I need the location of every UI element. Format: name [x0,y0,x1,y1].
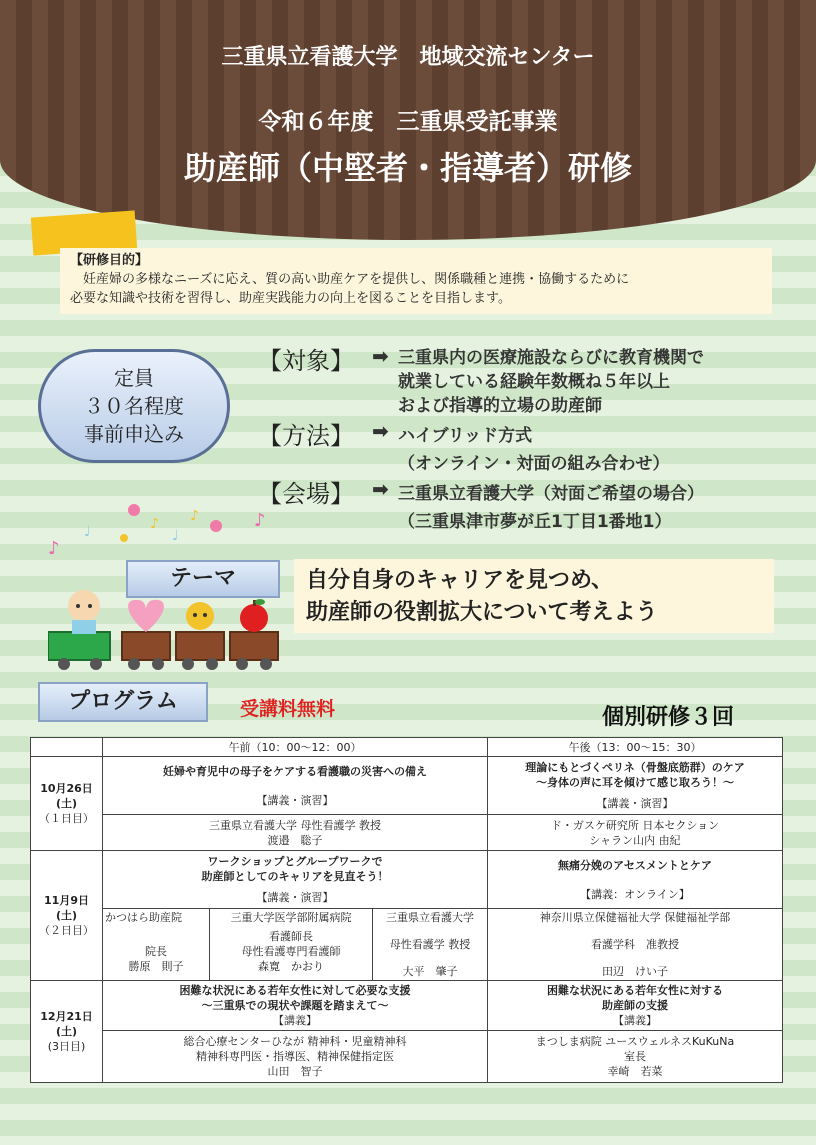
purpose-line-2: 必要な知識や技術を習得し、助産実践能力の向上を図ることを目指します。 [70,291,511,306]
day3-pm-lecturer-org: まつしま病院 ユースウェルネスKuKuNa [535,1035,735,1048]
day2-lecturer1-name: 勝原 則子 [128,960,184,973]
program-table [30,737,783,1083]
toy-train-icon [48,586,282,672]
table-header-row [31,738,783,757]
day2-lecturer1-org: かつはら助産院 [105,911,182,924]
table-row [31,851,783,909]
svg-text:♪: ♪ [48,538,60,559]
svg-text:♩: ♩ [172,528,179,544]
purpose-box [60,248,772,314]
day3-am-lecturer [103,1031,488,1083]
method-text [398,422,670,478]
organizer-title: 三重県立看護大学 地域交流センター [221,45,595,70]
day2-nth: （２日目） [39,924,94,937]
day1-am-title: 妊婦や育児中の母子をケアする看護職の災害への備え [163,764,427,778]
purpose-line-1: 妊産婦の多様なニーズに応え、質の高い助産ケアを提供し、関係職種と連携・協働するために [83,272,630,287]
target-label: 【対象】 [258,347,354,375]
target-line-1: 三重県内の医療施設ならびに教育機関で [398,348,704,368]
day2-am-title-1: ワークショップとグループワークで [207,855,383,868]
day2-pm-lecturer-name: 田辺 けい子 [602,965,668,978]
day2-pm-topic [488,851,783,909]
program-label-button: プログラム [38,682,208,722]
table-row [31,981,783,1031]
theme-line-1: 自分自身のキャリアを見つめ、 [306,568,614,593]
day3-pm-title-1: 困難な状況にある若年女性に対する [547,984,723,997]
day1-pm-title-2: ～身体の声に耳を傾けて感じ取ろう！～ [536,776,734,789]
theme-label-button: テーマ [126,560,280,598]
svg-text:♩: ♩ [84,524,91,540]
music-notes-icon [44,500,284,560]
venue-label: 【会場】 [258,480,354,508]
day3-pm-type: 【講義】 [613,1014,657,1027]
day2-weekday: (土) [55,909,78,922]
table-row [31,815,783,851]
am-header: 午前（10：00～12：00） [103,738,488,757]
day1-am-lecturer-org: 三重県立看護大学 母性看護学 教授 [209,818,381,832]
day3-weekday: (土) [55,1025,78,1038]
day2-lecturer3-name: 大平 肇子 [402,965,458,978]
target-text [398,346,704,418]
day3-date-cell [31,981,103,1083]
target-arrow-icon: ➡ [372,344,389,368]
day1-am-type: 【講義・演習】 [256,793,334,807]
day1-pm-lecturer-org: ド・ガスケ研究所 日本セクション [550,818,720,832]
day2-am-title-2: 助産師としてのキャリアを見直そう！ [201,870,389,883]
day2-pm-lecturer-org: 神奈川県立保健福祉大学 保健福祉学部 [539,911,731,924]
page-title: 助産師（中堅者・指導者）研修 [183,149,632,187]
day1-weekday: (土) [55,797,78,810]
day3-nth: (3日目) [47,1040,86,1053]
day1-pm-topic [488,757,783,815]
svg-text:♪: ♪ [150,516,159,532]
table-corner-cell [31,738,103,757]
day2-pm-lecturer-role: 看護学科 准教授 [591,938,679,951]
project-title: 令和６年度 三重県受託事業 [258,109,558,135]
day2-am-topic [103,851,488,909]
capacity-line-1: 定員 [114,366,154,390]
day1-pm-lecturer-name: シャラン山内 由紀 [589,833,681,847]
day2-pm-type: 【講義：オンライン】 [580,887,690,901]
day3-am-lecturer-org: 総合心療センターひなが 精神科・児童精神科 [183,1035,407,1048]
day1-date-cell [31,757,103,851]
venue-line-2: （三重県津市夢が丘1丁目1番地1） [398,512,672,532]
capacity-line-2: ３０名程度 [84,394,184,418]
day3-pm-title-2: 助産師の支援 [602,999,668,1012]
day3-pm-lecturer [488,1031,783,1083]
day2-lecturer1-role: 院長 [145,945,167,958]
day2-date-cell [31,851,103,981]
day2-am-lecturer-1 [103,909,210,981]
day1-pm-type: 【講義・演習】 [596,797,674,810]
method-arrow-icon: ➡ [372,419,389,443]
day1-nth: （１日目） [39,812,94,825]
day2-pm-lecturer [488,909,783,981]
svg-text:♪: ♪ [254,510,266,531]
day2-am-lecturer-3 [373,909,488,981]
capacity-line-3: 事前申込み [84,422,184,446]
day3-pm-topic [488,981,783,1031]
day3-date: 12月21日 [40,1010,93,1023]
day2-lecturer3-role: 母性看護学 教授 [389,938,471,951]
day1-am-lecturer [103,815,488,851]
day2-lecturer2-name: 森寛 かおり [258,960,324,973]
day1-am-topic [103,757,488,815]
day3-am-title-2: ～三重県での現状や課題を踏まえて～ [201,999,389,1012]
target-line-2: 就業している経験年数概ね５年以上 [398,372,670,392]
fee-notice: 受講料無料 [240,698,336,720]
day3-pm-lecturer-name: 幸崎 若菜 [607,1065,663,1078]
purpose-heading: 【研修目的】 [70,253,149,268]
day2-am-type: 【講義・演習】 [256,891,334,904]
target-line-3: および指導的立場の助産師 [398,396,602,416]
day3-am-title-1: 困難な状況にある若年女性に対して必要な支援 [179,984,411,997]
day3-am-lecturer-name: 山田 智子 [267,1065,323,1078]
method-line-2: （オンライン・対面の組み合わせ） [398,454,670,474]
day3-pm-lecturer-role: 室長 [624,1050,646,1063]
day2-date: 11月9日 [44,894,89,907]
day3-am-type: 【講義】 [273,1014,317,1027]
pm-header: 午後（13：00～15：30） [488,738,783,757]
day1-am-lecturer-name: 渡邉 聡子 [267,833,323,847]
method-label: 【方法】 [258,422,354,450]
table-row [31,757,783,815]
day2-lecturer2-role: 看護師長 [269,930,313,943]
venue-line-1: 三重県立看護大学（対面ご希望の場合） [398,484,704,504]
day2-lecturer3-org: 三重県立看護大学 [386,911,474,924]
day2-pm-title: 無痛分娩のアセスメントとケア [558,858,712,872]
table-row [31,1031,783,1083]
day2-lecturer2-org: 三重大学医学部附属病院 [230,911,352,924]
theme-box [294,559,774,633]
method-line-1: ハイブリッド方式 [398,426,533,446]
theme-line-2: 助産師の役割拡大について考えよう [306,600,658,625]
session-count: 個別研修３回 [602,705,735,730]
day3-am-topic [103,981,488,1031]
capacity-badge [38,349,230,463]
day1-pm-lecturer [488,815,783,851]
venue-text [398,480,704,536]
day2-am-lecturer-2 [210,909,373,981]
day2-lecturer2-role2: 母性看護専門看護師 [241,945,341,958]
svg-text:♪: ♪ [190,508,199,524]
header-banner [0,0,816,240]
day3-am-lecturer-role: 精神科専門医・指導医、精神保健指定医 [196,1050,394,1063]
day1-pm-title-1: 理論にもとづくペリネ（骨盤底筋群）のケア [525,761,745,774]
venue-arrow-icon: ➡ [372,477,389,501]
day1-date: 10月26日 [40,782,93,795]
table-row [31,909,783,981]
